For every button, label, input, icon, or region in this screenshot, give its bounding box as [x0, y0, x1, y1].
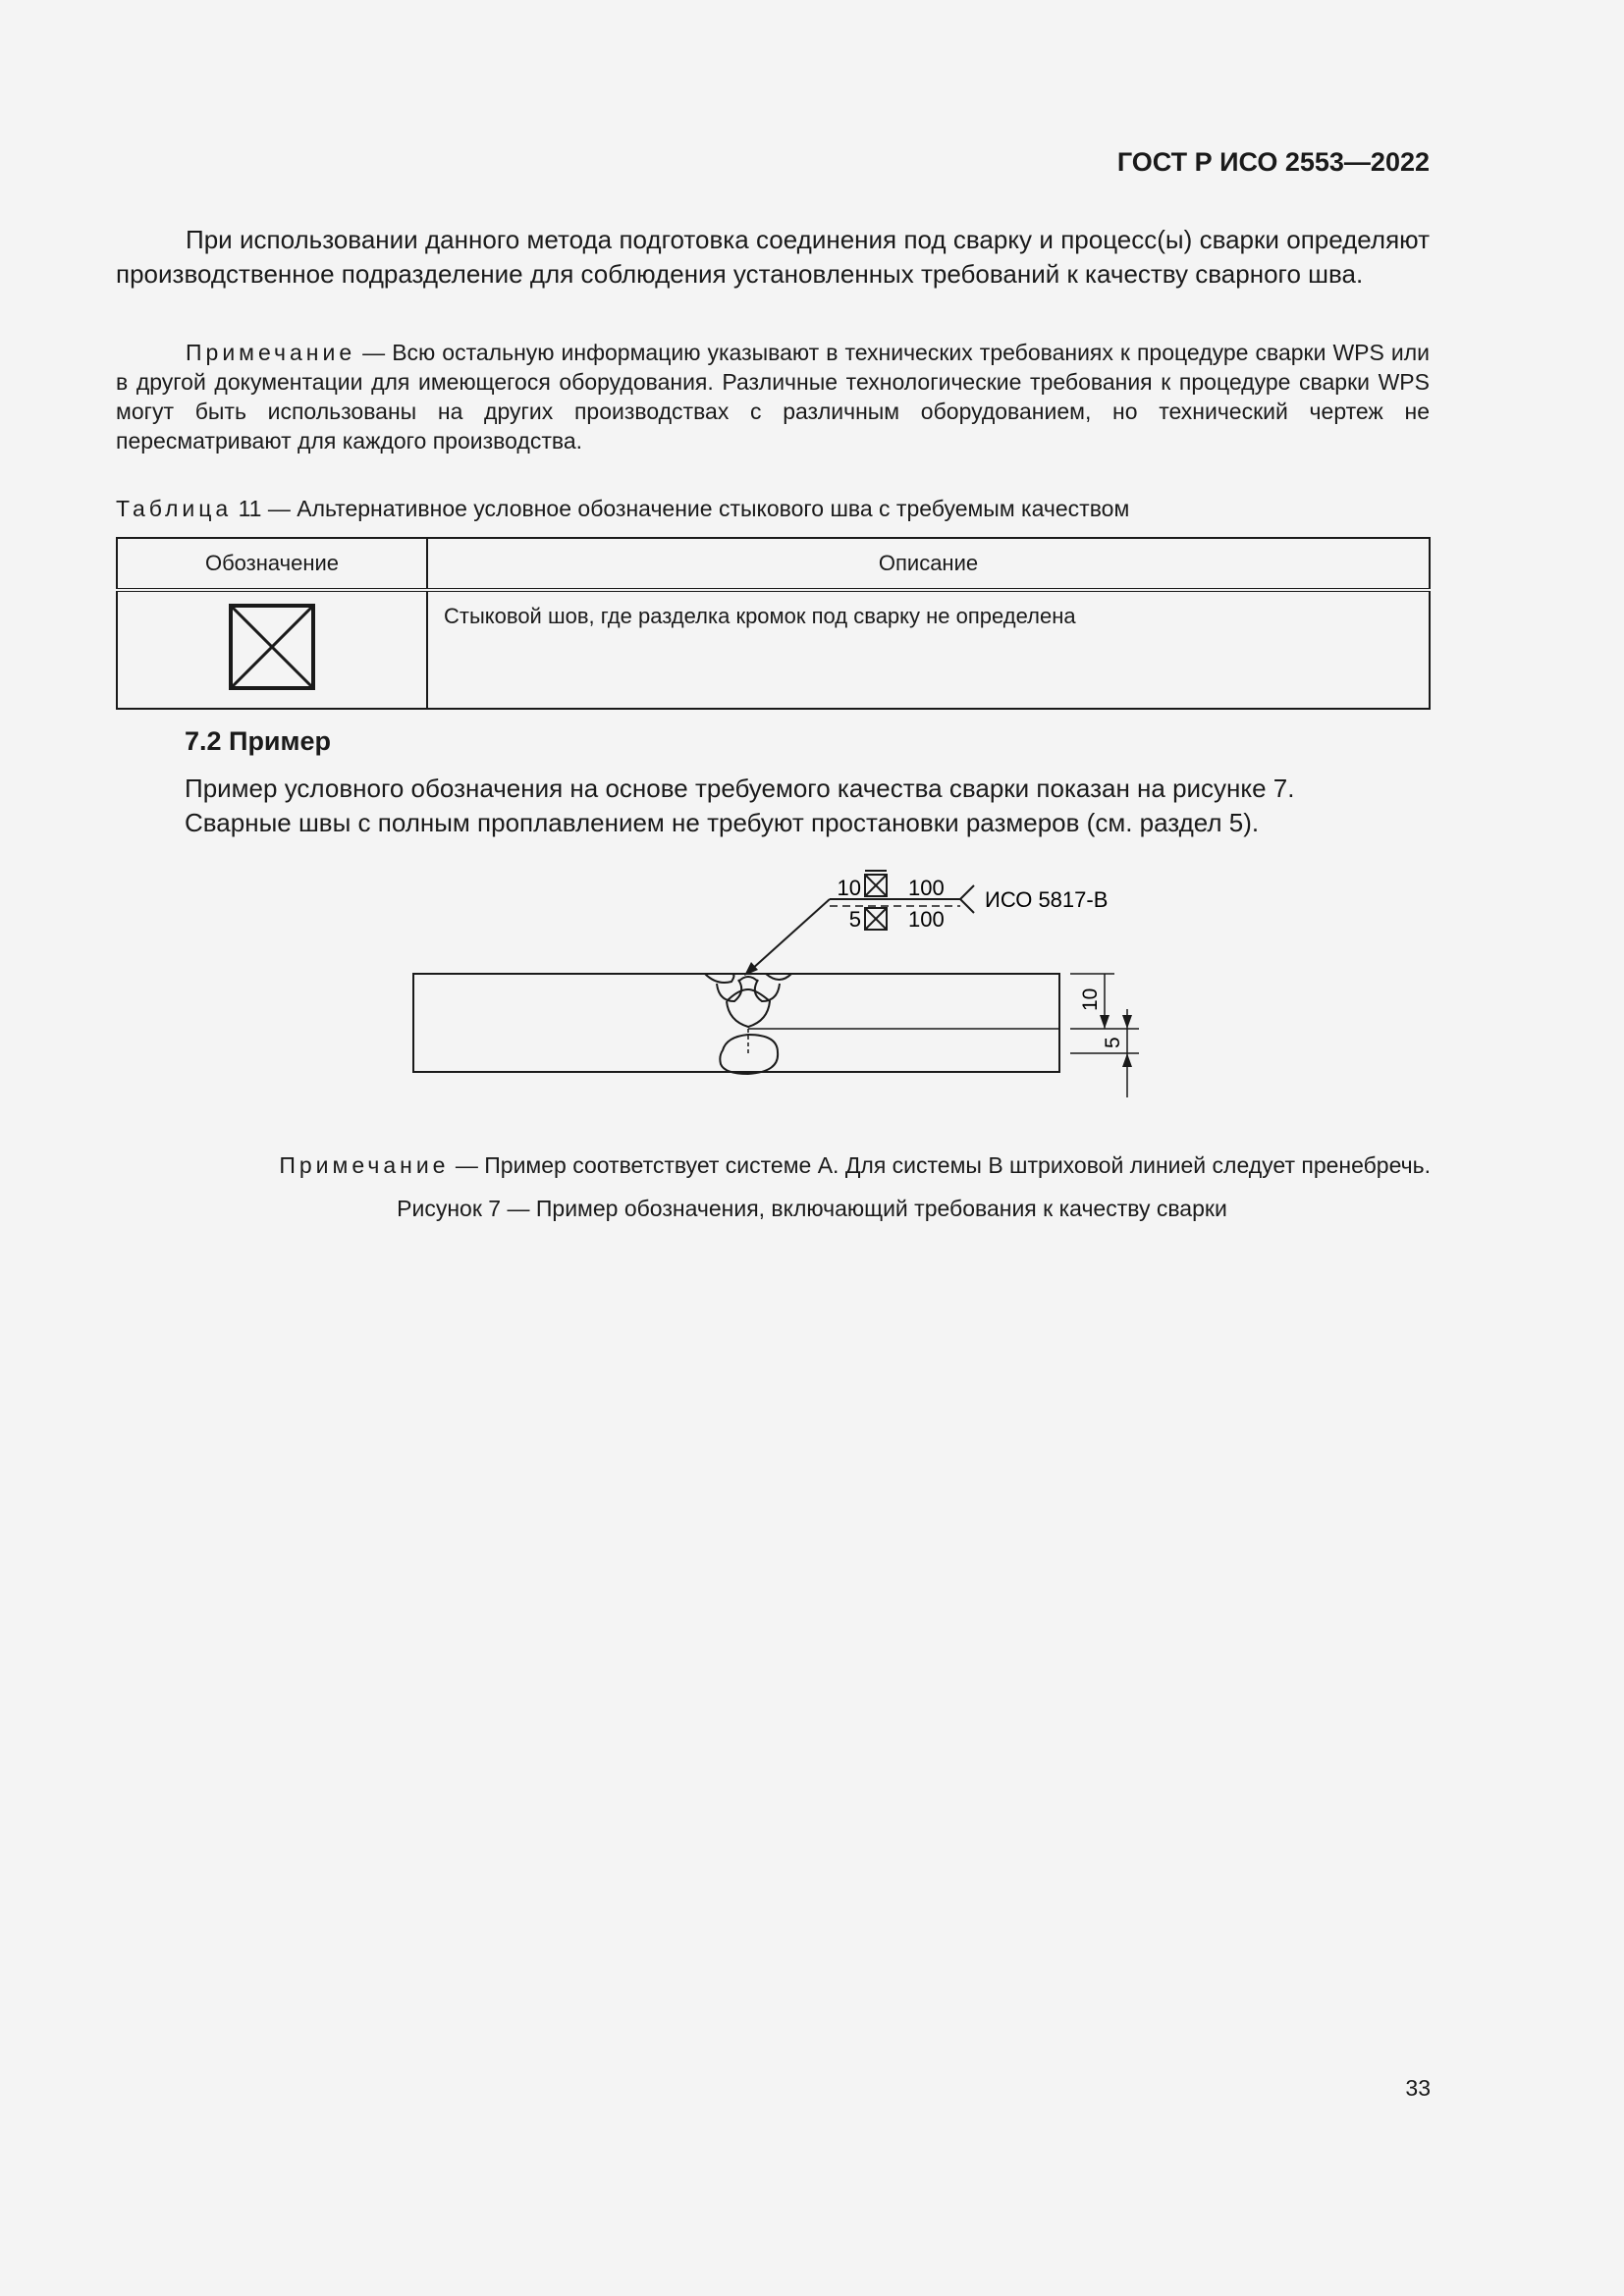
col-header-designation: Обозначение: [117, 538, 427, 590]
weld-figure: [393, 862, 1178, 1107]
designation-table: [116, 537, 1431, 710]
col-header-description: Описание: [427, 538, 1430, 590]
weld-size-top: 10: [837, 876, 861, 900]
plate-outline: [413, 974, 1059, 1072]
weld-size-bottom: 5: [848, 907, 861, 932]
section-line-1: Пример условного обозначения на основе требуемого качества сварки показан на рисунке 7.: [185, 774, 1295, 803]
weld-length-bottom: 100: [908, 907, 945, 932]
tail-icon: [960, 885, 974, 899]
intro-paragraph: При использовании данного метода подготовка соединения под сварку и процесс(ы) сварки определяют производственное подразделение для соблюдения установленных требований к качеству сварного шва.: [116, 225, 1430, 289]
table-header-row: [117, 538, 1430, 590]
section-title: 7.2 Пример: [185, 726, 332, 756]
table-cell-symbol: [117, 590, 427, 709]
page-number: 33: [1405, 2075, 1431, 2101]
table-caption: [116, 496, 1129, 522]
document-header: ГОСТ Р ИСО 2553—2022: [1116, 147, 1430, 177]
dimension-arrow-icon: [1122, 1015, 1132, 1029]
dimension-5: 5: [1102, 1037, 1124, 1048]
dimension-10: 10: [1079, 988, 1102, 1011]
crossed-square-icon: [229, 604, 315, 690]
figure-caption: Рисунок 7 — Пример обозначения, включающий требования к качеству сварки: [397, 1196, 1227, 1221]
weld-length-top: 100: [908, 876, 945, 900]
dimension-arrow-icon: [1100, 1015, 1110, 1029]
figure-note-label: Примечание: [279, 1152, 450, 1178]
intro-note: [116, 338, 1430, 455]
note-text: — Всю остальную информацию указывают в технических требованиях к процедуре сварки WPS или в другой документации для имеющегося оборудования. Различные технологические требования к процедуре сварки WPS могут быть использованы на других производствах с различным оборудованием, но технический чертеж не пересматривают для каждого производства.: [116, 340, 1430, 454]
figure-note-text: — Пример соответствует системе А. Для системы В штриховой линией следует пренебречь.: [449, 1152, 1431, 1178]
arrow-line: [751, 899, 830, 970]
note-label: Примечание: [186, 340, 356, 365]
table-caption-label: Таблица: [116, 496, 233, 521]
table-row: [117, 590, 1430, 709]
section-line-2: Сварные швы с полным проплавлением не требуют простановки размеров (см. раздел 5).: [185, 808, 1260, 837]
figure-note: [279, 1152, 1431, 1179]
dimension-arrow-icon: [1122, 1053, 1132, 1067]
table-cell-description: Стыковой шов, где разделка кромок под сварку не определена: [427, 590, 1430, 709]
crossed-square-icon: [865, 908, 887, 930]
weld-bead-top: [705, 974, 791, 1027]
table-caption-text: 11 — Альтернативное условное обозначение стыкового шва с требуемым качеством: [232, 496, 1130, 521]
weld-bead-bottom: [720, 1035, 778, 1074]
quality-standard-label: ИСО 5817-В: [985, 887, 1109, 912]
crossed-square-icon: [865, 871, 887, 896]
